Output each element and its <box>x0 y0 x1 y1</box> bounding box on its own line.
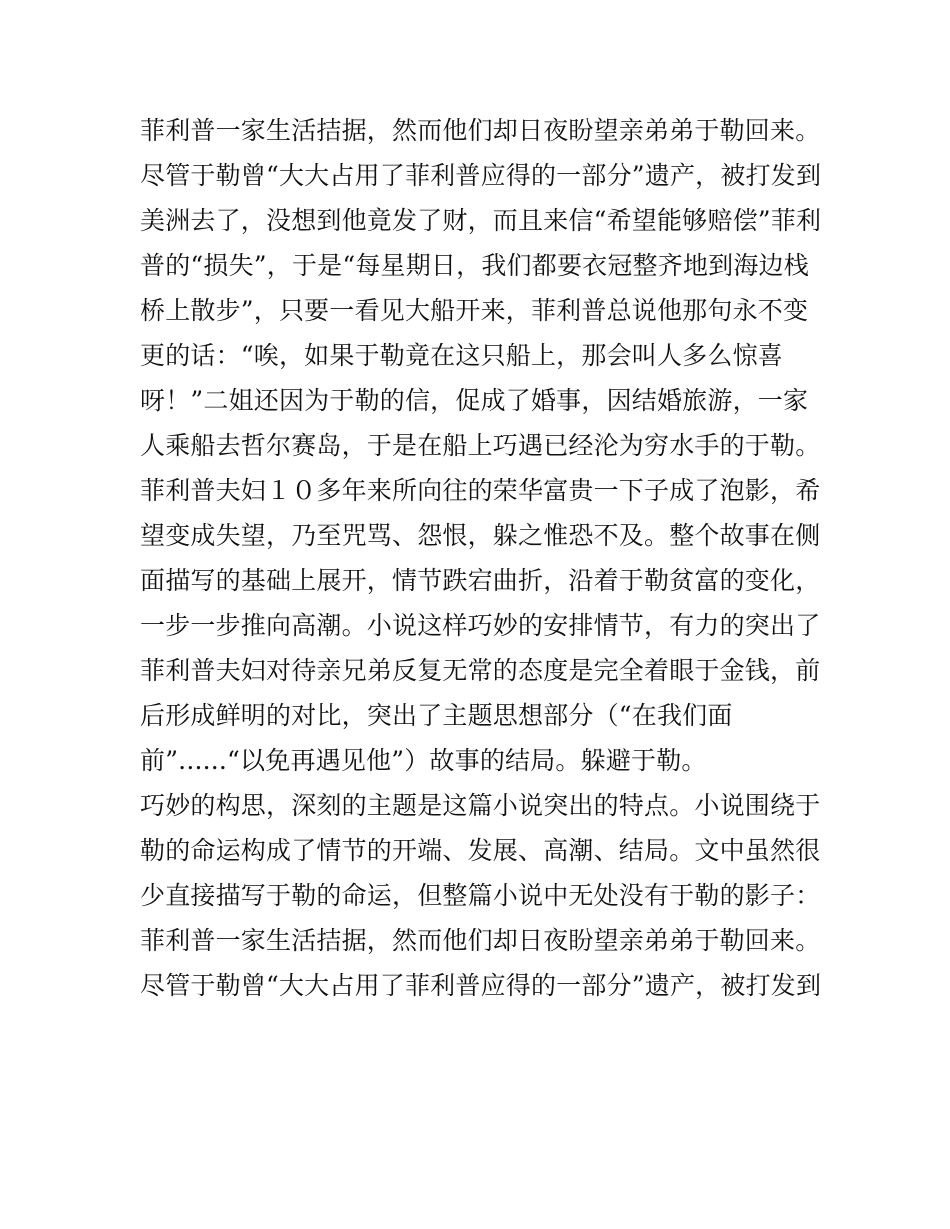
text-line: 普的“损失”，于是“每星期日，我们都要衣冠整齐地到海边栈 <box>140 251 809 280</box>
text-line: 勒的命运构成了情节的开端、发展、高潮、结局。文中虽然很 <box>140 836 821 865</box>
text-line: 面描写的基础上展开，情节跌宕曲折，沿着于勒贫富的变化， <box>140 566 821 595</box>
text-line: 美洲去了，没想到他竟发了财，而且来信“希望能够赔偿”菲利 <box>140 206 822 235</box>
text-line: 呀！”二姐还因为于勒的信，促成了婚事，因结婚旅游，一家 <box>140 386 809 415</box>
text-line: 巧妙的构思，深刻的主题是这篇小说突出的特点。小说围绕于 <box>140 791 821 820</box>
text-line: 人乘船去哲尔赛岛，于是在船上巧遇已经沦为穷水手的于勒。 <box>140 431 821 460</box>
text-line: 尽管于勒曾“大大占用了菲利普应得的一部分”遗产，被打发到 <box>140 971 822 1000</box>
text-line: 望变成失望，乃至咒骂、怨恨，躲之惟恐不及。整个故事在侧 <box>140 521 821 550</box>
text-line: 菲利普夫妇１０多年来所向往的荣华富贵一下子成了泡影，希 <box>140 476 821 505</box>
text-line: 前”......“以免再遇见他”）故事的结局。躲避于勒。 <box>140 746 707 775</box>
text-line: 少直接描写于勒的命运，但整篇小说中无处没有于勒的影子： <box>140 881 821 910</box>
text-line: 菲利普一家生活拮据，然而他们却日夜盼望亲弟弟于勒回来。 <box>140 926 821 955</box>
text-line: 菲利普一家生活拮据，然而他们却日夜盼望亲弟弟于勒回来。 <box>140 116 821 145</box>
text-line: 一步一步推向高潮。小说这样巧妙的安排情节，有力的突出了 <box>140 611 821 640</box>
text-line: 后形成鲜明的对比，突出了主题思想部分（“在我们面 <box>140 701 733 730</box>
text-line: 桥上散步”，只要一看见大船开来，菲利普总说他那句永不变 <box>140 296 809 325</box>
text-line: 尽管于勒曾“大大占用了菲利普应得的一部分”遗产，被打发到 <box>140 161 822 190</box>
text-line: 更的话：“唉，如果于勒竟在这只船上，那会叫人多么惊喜 <box>140 341 783 370</box>
body-text <box>140 108 820 1008</box>
text-line: 菲利普夫妇对待亲兄弟反复无常的态度是完全着眼于金钱，前 <box>140 656 821 685</box>
